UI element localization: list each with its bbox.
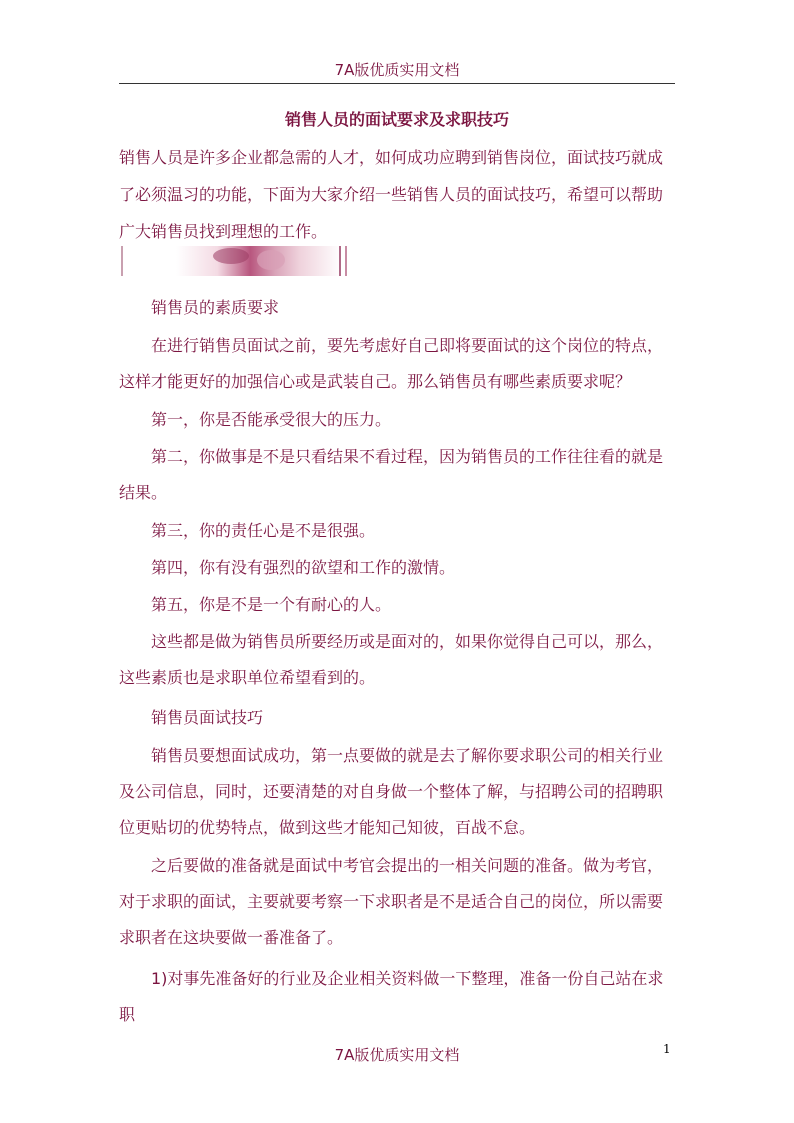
paragraph: 1)对事先准备好的行业及企业相关资料做一下整理，准备一份自己站在求职 <box>119 969 664 1024</box>
header-rule <box>119 83 675 84</box>
paragraph: 之后要做的准备就是面试中考官会提出的一相关问题的准备。做为考官，对于求职的面试，主要就要考察一下求职者是不是适合自己的岗位，所以需要求职者在这块要做一番准备了。 <box>119 856 664 947</box>
section-heading-tips: 销售员面试技巧 <box>151 708 264 727</box>
list-item: 第三，你的责任心是不是很强。 <box>151 521 376 540</box>
page-header: 7A版优质实用文档 <box>334 61 460 79</box>
paragraph: 在进行销售员面试之前，要先考虑好自己即将要面试的这个岗位的特点，这样才能更好的加强信心或是武装自己。那么销售员有哪些素质要求呢？ <box>119 336 664 391</box>
list-item: 第五，你是不是一个有耐心的人。 <box>151 595 392 614</box>
page-footer: 7A版优质实用文档 <box>334 1046 460 1064</box>
list-item: 第四，你有没有强烈的欲望和工作的激情。 <box>151 558 456 577</box>
banner-image <box>121 246 353 276</box>
list-item: 第二，你做事是不是只看结果不看过程，因为销售员的工作往往看的就是结果。 <box>119 447 664 502</box>
intro-paragraph: 销售人员是许多企业都急需的人才，如何成功应聘到销售岗位，面试技巧就成了必须温习的功能，下面为大家介绍一些销售人员的面试技巧，希望可以帮助广大销售员找到理想的工作。 <box>119 148 664 241</box>
paragraph: 销售员要想面试成功，第一点要做的就是去了解你要求职公司的相关行业及公司信息，同时，还要清楚的对自身做一个整体了解，与招聘公司的招聘职位更贴切的优势特点，做到这些才能知己知彼，百战不怠。 <box>119 746 664 837</box>
list-item: 第一，你是否能承受很大的压力。 <box>151 410 392 429</box>
page-number: 1 <box>663 1042 671 1056</box>
section-heading-qualities: 销售员的素质要求 <box>151 298 280 317</box>
document-title: 销售人员的面试要求及求职技巧 <box>284 110 509 129</box>
paragraph: 这些都是做为销售员所要经历或是面对的，如果你觉得自己可以，那么，这些素质也是求职单位希望看到的。 <box>119 632 664 687</box>
